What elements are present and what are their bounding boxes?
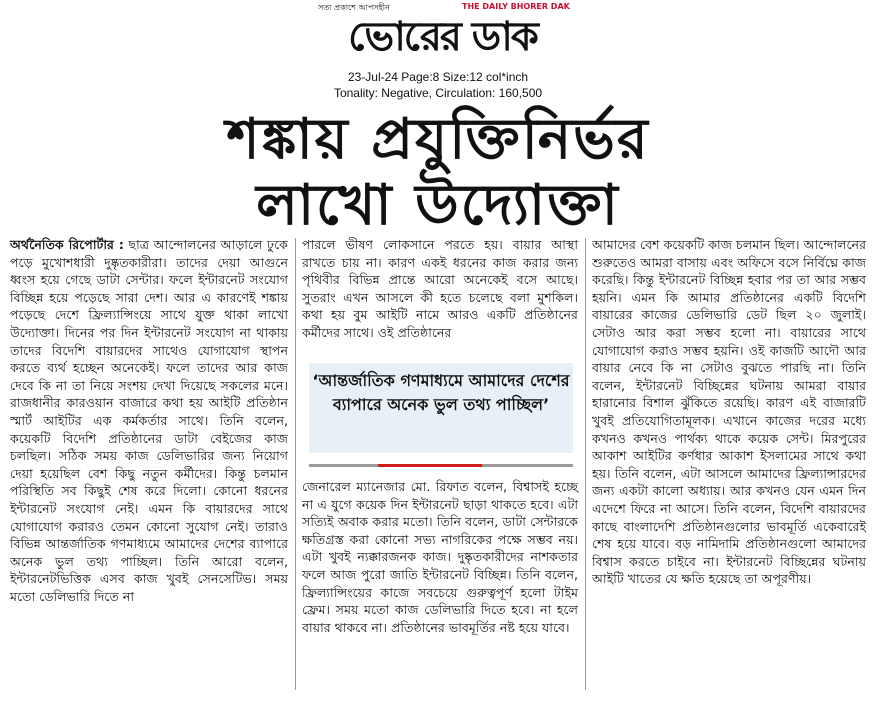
masthead-tagline: সত্য প্রকাশে আপসহীন (318, 3, 390, 12)
byline: অর্থনৈতিক রিপোর্টার : (10, 237, 124, 252)
clipping-meta-line-2: Tonality: Negative, Circulation: 160,500 (333, 86, 543, 100)
column-divider (585, 238, 586, 690)
masthead (0, 0, 876, 102)
pull-quote: ‘আন্তর্জাতিক গণমাধ্যমে আমাদের দেশের ব্যাপারে অনেক ভুল তথ্য পাচ্ছিল’ (309, 363, 573, 453)
clipping-meta-line-1: 23-Jul-24 Page:8 Size:12 col*inch (347, 70, 529, 84)
headline-line-1: শঙ্কায় প্রযুক্তিনির্ভর (226, 107, 650, 172)
article-column-2-bottom: জেনারেল ম্যানেজার মো. রিফাত বলেন, বিশ্বাসই হচ্ছে না এ যুগে কয়েক দিন ইন্টারনেট ছাড়া থাকতে হবে। এটা সত্যিই অবাক করার মতো। তিনি বলেন, ডাটা সেন্টারকে ক্ষতিগ্রস্ত করা কোনো সভ্য নাগরিকের পক্ষে সম্ভব নয়। এটা খুবই ন্যক্কারজনক কাজ। দুষ্কৃতকারীদের নাশকতার ফলে আজ পুরো জাতি ইন্টারনেট বিচ্ছিন্ন। তিনি বলেন, ফ্রিল্যান্সিংয়ের কাজে সবচেয়ে গুরুত্বপূর্ণ হলো টাইম ফ্রেম। সময় মতো কাজ ডেলিভারি দিতে হবে। না হলে বায়ার থাকবে না। প্রতিষ্ঠানের ভাবমূর্তির নষ্ট হয়ে যাবে। (302, 479, 578, 635)
headline-line-2: লাখো উদ্যোক্তা (256, 173, 620, 238)
article-column-3: আমাদের বেশ কয়েকটি কাজ চলমান ছিল। আন্দোলনের শুরুতেও আমরা বাসায় এবং অফিসে বসে নির্বিঘ্নে কাজ করেছি। কিন্তু ইন্টারনেট বিচ্ছিন্ন হবার পর তা আর সম্ভব হয়নি। এমন কি আমার প্রতিষ্ঠানের একটি বিদেশি বায়ারের কাজের ডেলিভারি ডেট ছিল ২০ জুলাই। সেটাও আর করা সম্ভব হলো না। বায়ারের সাথে যোগাযোগ করাও সম্ভব হয়নি। ওই কাজটি আদৌ আর বায়ার নেবে কি না সেটাও বুঝতে পারছি না। তিনি বলেন, ইন্টারনেট বিচ্ছিন্নের ঘটনায় আমরা বায়ার হারানোর বিশাল ঝুঁকিতে রয়েছি। কারণ এই বাজারটি খুবই প্রতিযোগিতামূলক। এখানে কাজের দরের মধ্যে কখনও কখনও পার্থক্য থাকে কয়েক সেন্ট। মিরপুরের আকাশ আইটির কর্ণধার আকাশ ইসলামের সাথে কথা হয়। তিনি বলেন, এটা আসলে আমাদের ফ্রিল্যান্সারদের জন্য একটা কালো অধ্যায়। আর কখনও যেন এমন দিন এদেশে ফিরে না আসে। তিনি বলেন, বিদেশি বায়ারদের কাছে বাংলাদেশি প্রতিষ্ঠানগুলোর ভাবমূর্তি একেবারেই শেষ হয়ে যাবে। বড় নামিদামি প্রতিষ্ঠানগুলো আমাদের বিশ্বাস করতে চাইবে না। ইন্টারনেট বিচ্ছিন্নের ঘটনায় আইটি খাতের যে ক্ষতি হয়েছে তা অপূরণীয়। (592, 237, 866, 587)
article-column-2-top: পারলে ভীষণ লোকসানে পরতে হয়। বায়ার আস্থা রাখতে চায় না। কারণ একই ধরনের কাজ করার জন্য পৃথিবীর বিভিন্ন প্রান্তে আরো অনেকেই বসে আছে। সুতরাং এখন আসলে কী হতে চলেছে বলা মুশকিল। কথা হয় বুম আইটি নামে আরও একটি প্রতিষ্ঠানের কর্মীদের সাথে। ওই প্রতিষ্ঠানের (302, 237, 578, 340)
masthead-english-name: THE DAILY BHORER DAK (462, 2, 570, 11)
newspaper-logo: ভোরের ডাক (348, 13, 537, 60)
column-1-text: ছাত্র আন্দোলনের আড়ালে ঢুকে পড়ে মুখোশধারী দুষ্কৃতকারীরা। তাদের দেয়া আগুনে ধ্বংস হয়ে গেছে ডাটা সেন্টার। ফলে ইন্টারনেট সংযোগ বিচ্ছিন্ন হয়ে পড়েছে সারা দেশ। আর এ কারণেই শঙ্কায় পড়েছে দেশে ফ্রিল্যান্সিংয়ে সাথে যুক্ত থাকা লাখো উদ্যোক্তা। দিনের পর দিন ইন্টারনেট সংযোগ না থাকায় তাদের বিদেশি বায়ারদের সাথেও যোগাযোগ স্থাপন করতে ব্যর্থ হচ্ছেন অনেকেই। ফলে তাদের আর কাজ দেবে কি না তা নিয়ে সংশয় দেখা দিয়েছে সকলের মনে। রাজধানীর কারওয়ান বাজারে কথা হয় আইটি প্রতিষ্ঠান স্মার্ট আইটির এক কর্মকর্তার সাথে। তিনি বলেন, কয়েকটি বিদেশি প্রতিষ্ঠানের ডাটা বেইজের কাজ চলছিল। সঠিক সময় কাজ ডেলিভারির জন্য নিয়োগ দেয়া হয়েছিল বেশ কিছু নতুন কর্মীদের। কিন্তু চলমান পরিস্থিতি সব কিছুই শেষ করে দিলো। কোনো ধরনের ইন্টারনেট সংযোগ নেই। এমন কি বায়ারদের সাথে যোগাযোগ করারও তেমন কোনো সুযোগ নেই। তারাও বিভিন্ন আন্তর্জাতিক গণমাধ্যমে আমাদের দেশের ব্যাপারে অনেক ভুল তথ্য পাচ্ছিল। তিনি আরো বলেন, ইন্টারনেটভিত্তিক এসব কাজ খুবই সেনসেটিভ। সময় মতো ডেলিভারি দিতে না (10, 237, 288, 604)
pull-quote-accent-rule (378, 464, 482, 467)
article-column-1 (10, 236, 288, 605)
column-divider (295, 238, 296, 690)
